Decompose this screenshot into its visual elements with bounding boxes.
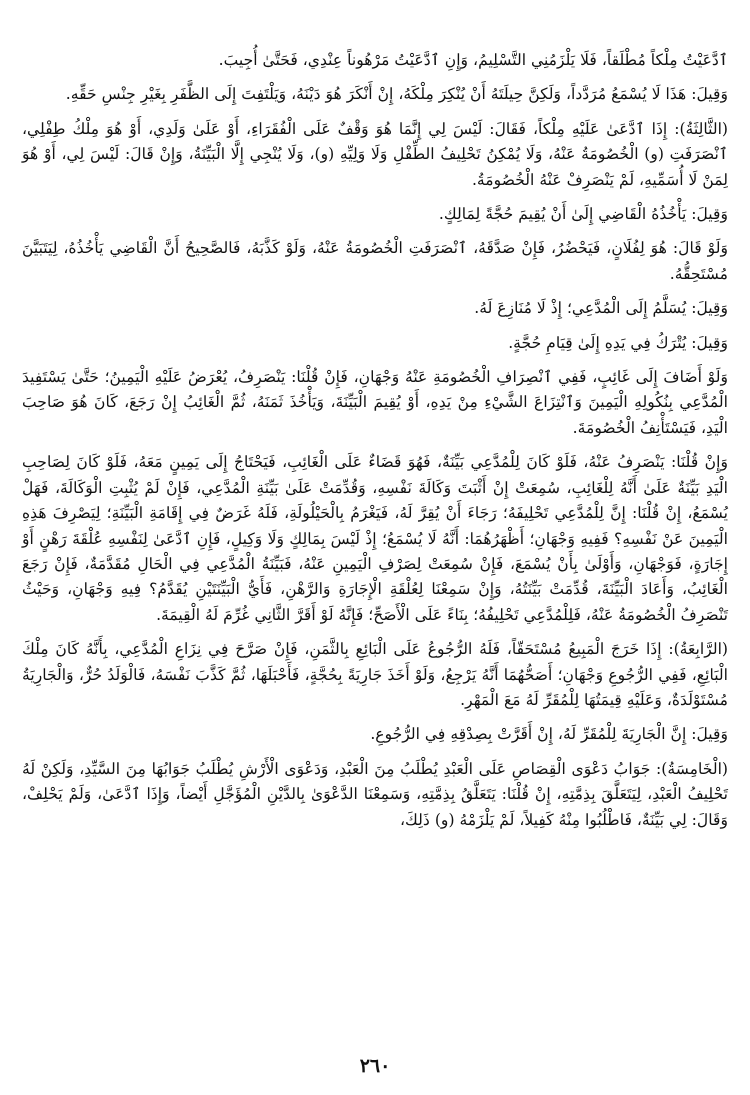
paragraph-2: وَقِيلَ: هَذَا لَا يُسْمَعُ مُرَدَّداً، وَلَكِنَّ حِيلَتَهُ أَنْ يُنْكِرَ مِلْكَهُ، إِنْ أَنْكَرَ هُوَ دَيْنَهُ، وَيَلْتَفِتَ إِلَى الظَّفَرِ بِغَيْرِ جِنْسِ حَقِّهِ. — [65, 85, 728, 104]
paragraph-11: وَقِيلَ: إِنَّ الْجَارِيَةَ لِلْمُقَرِّ لَهُ، إِنْ أَقَرَّتْ بِصِدْقِهِ فِي الرُّجُوعِ. — [370, 725, 728, 744]
paragraph-6: وَقِيلَ: يُسَلَّمُ إِلَى الْمُدَّعِي؛ إِذْ لَا مُنَازِعَ لَهُ. — [474, 299, 728, 318]
paragraph-7: وَقِيلَ: يُتْرَكُ فِي يَدِهِ إِلَىٰ قِيَامِ حُجَّةٍ. — [508, 333, 728, 352]
paragraph-4: وَقِيلَ: يَأْخُذُهُ الْقَاضِي إِلَىٰ أَنْ يُقِيمَ حُجَّةً لِمَالِكٍ. — [438, 205, 728, 224]
paragraph-12: (الْخَامِسَةُ): جَوَابُ دَعْوَى الْقِصَاصِ عَلَى الْعَبْدِ يُطْلَبُ مِنَ الْعَبْدِ، وَدَعْوَى الْأَرْشِ يُطْلَبُ جَوَابُهَا مِنَ السَّيِّدِ، وَلَكِنْ لَهُ تَحْلِيفُ الْعَبْدِ، لِيَتَعَلَّقَ بِذِمَّتِهِ، إِنْ قُلْنَا: يَتَعَلَّقُ بِذِمَّتِهِ، وَسَمِعْنَا الدَّعْوَىٰ بِالدَّيْنِ الْمُؤَجَّلِ أَيْضاً، وَإِذَا ٱدَّعَىٰ، وَلَمْ يَحْلِفْ، وَقَالَ: لِي بَيِّنَةٌ، فَاطْلُبُوا مِنْهُ كَفِيلاً، لَمْ يَلْزَمْهُ (و) ذَلِكَ، — [22, 759, 728, 829]
page-number: ٢٦٠ — [359, 1055, 391, 1077]
paragraph-8: وَلَوْ أَضَافَ إِلَى غَائِبٍ، فَفِي ٱنْصِرَافِ الْخُصُومَةِ عَنْهُ وَجْهَانِ، فَإِنْ قُلْنَا: يَنْصَرِفُ، يُعْرَضُ عَلَيْهِ الْيَمِينُ؛ حَتَّىٰ يَسْتَفِيدَ الْمُدَّعِي بِنُكُولِهِ الْيَمِينَ وَٱنْتِزَاعَ الشَّيْءِ مِنْ يَدِهِ، أَوْ يُقِيمَ الْبَيِّنَةَ، وَيَأْخُذَ ثَمَنَهُ، ثُمَّ الْغَائِبُ إِنْ رَجَعَ، كَانَ هُوَ صَاحِبَ الْيَدِ، فَيَسْتَأْنِفُ الْخُصُومَةَ. — [22, 368, 728, 437]
paragraph-5: وَلَوْ قَالَ: هُوَ لِفُلَانٍ، فَيَحْضُرُ، فَإِنْ صَدَّقَهُ، ٱنْصَرَفَتِ الْخُصُومَةُ عَنْهُ، وَلَوْ كَذَّبَهُ، فَالصَّحِيحُ أَنَّ الْقَاضِي يَأْخُذُهُ، لِيَتَبَيَّنَ مُسْتَحِقُّهُ. — [22, 239, 728, 283]
paragraph-1: ٱدَّعَيْتُ مِلْكاً مُطْلَقاً، فَلَا يَلْزَمُنِي التَّسْلِيمُ، وَإِنِ ٱدَّعَيْتُ مَرْهُوناً عِنْدِي، فَحَتَّىٰ أُجِيبَ. — [218, 51, 728, 69]
paragraph-3: (الثَّالِثَةُ): إِذَا ٱدَّعَىٰ عَلَيْهِ مِلْكاً، فَقَالَ: لَيْسَ لِي إِنَّمَا هُوَ وَقْفٌ عَلَى الْفُقَرَاءِ، أَوْ عَلَىٰ وَلَدِي، أَوْ هُوَ مِلْكُ طِفْلِي، ٱنْصَرَفَتِ (و) الْخُصُومَةُ عَنْهُ، وَلَا يُمْكِنُ تَحْلِيفُ الطِّفْلِ وَلَا وَلِيِّهِ (و)، وَلَا يُنْجِي إِلَّا الْبَيِّنَةُ، وَإِنْ قَالَ: لَيْسَ لِي، أَوْ هُوَ لِمَنْ لَا أُسَمِّيهِ، لَمْ يَنْصَرِفْ عَنْهُ الْخُصُومَةُ. — [22, 119, 728, 189]
paragraph-10: (الرَّابِعَةُ): إِذَا خَرَجَ الْمَبِيعُ مُسْتَحَقّاً، فَلَهُ الرُّجُوعُ عَلَى الْبَائِعِ بِالثَّمَنِ، فَإِنْ صَرَّحَ فِي نِزَاعِ الْمُدَّعِي، بِأَنَّهُ كَانَ مِلْكَ الْبَائِعِ، فَفِي الرُّجُوعِ وَجْهَانِ؛ أَصَحُّهُمَا أَنَّهُ يَرْجِعُ، وَلَوْ أَخَذَ جَارِيَةً بِحُجَّةٍ، فَأَحْبَلَهَا، ثُمَّ كَذَّبَ نَفْسَهُ، فَالْوَلَدُ حُرٌّ، وَالْجَارِيَةُ مُسْتَوْلَدَةٌ، وَعَلَيْهِ قِيمَتُهَا لِلْمُقَرِّ لَهُ مَعَ الْمَهْرِ. — [22, 640, 728, 709]
paragraph-9: وَإِنْ قُلْنَا: يَنْصَرِفُ عَنْهُ، فَلَوْ كَانَ لِلْمُدَّعِي بَيِّنَةٌ، فَهُوَ قَضَاءٌ عَلَى الْغَائِبِ، فَيَحْتَاجُ إِلَى يَمِينٍ مَعَهُ، فَلَوْ كَانَ لِصَاحِبِ الْيَدِ بَيِّنَةٌ عَلَىٰ أَنَّهُ لِلْغَائِبِ، سُمِعَتْ إِنْ أَثْبَتَ وَكَالَةَ نَفْسِهِ، وَقُدِّمَتْ عَلَىٰ بَيِّنَةِ الْمُدَّعِي، فَإِنْ لَمْ يُثْبِتِ الْوَكَالَةَ، فَهَلْ يُسْمَعُ، إِنْ قُلْنَا: إِنَّ لِلْمُدَّعِي تَحْلِيفَهُ؛ رَجَاءَ أَنْ يُقِرَّ لَهُ، فَيَغْرَمُ بِالْحَيْلُولَةِ، فَلَهُ غَرَضٌ فِي إِقَامَةِ الْبَيِّنَةِ؛ لِيَصْرِفَ هَذِهِ الْيَمِينَ عَنْ نَفْسِهِ؟ فَفِيهِ وَجْهَانِ؛ أَظْهَرُهُمَا: أَنَّهُ لَا يُسْمَعُ؛ إِذْ لَيْسَ بِمَالِكٍ وَلَا وَكِيلٍ، فَإِنِ ٱدَّعَىٰ لِنَفْسِهِ عُلْقَةَ رَهْنٍ أَوْ إِجَارَةٍ، فَوَجْهَانِ، وَأَوْلَىٰ بِأَنْ يُسْمَعَ، فَإِنْ سُمِعَتْ لِصَرْفِ الْيَمِينِ عَنْهُ، فَبَيِّنَةُ الْمُدَّعِي فِي الْحَالِ مُقَدَّمَةٌ، فَإِنْ رَجَعَ الْغَائِبُ، وَأَعَادَ الْبَيِّنَةَ، قُدِّمَتْ بَيِّنَتُهُ، وَإِنْ سَمِعْنَا لِعُلْقَةِ الْإِجَارَةِ وَالرَّهْنِ، فَأَيُّ الْبَيِّنَتَيْنِ يُقَدَّمُ؟ فِيهِ وَجْهَانِ، وَحَيْثُ تَنْصَرِفُ الْخُصُومَةُ عَنْهُ، فَلِلْمُدَّعِي تَحْلِيفُهُ؛ بِنَاءً عَلَى الْأَصَحِّ؛ فَإِنَّهُ لَوْ أَقَرَّ الثَّانِي غُرِّمَ لَهُ الْقِيمَةَ. — [22, 453, 728, 624]
page-body — [22, 48, 728, 1075]
